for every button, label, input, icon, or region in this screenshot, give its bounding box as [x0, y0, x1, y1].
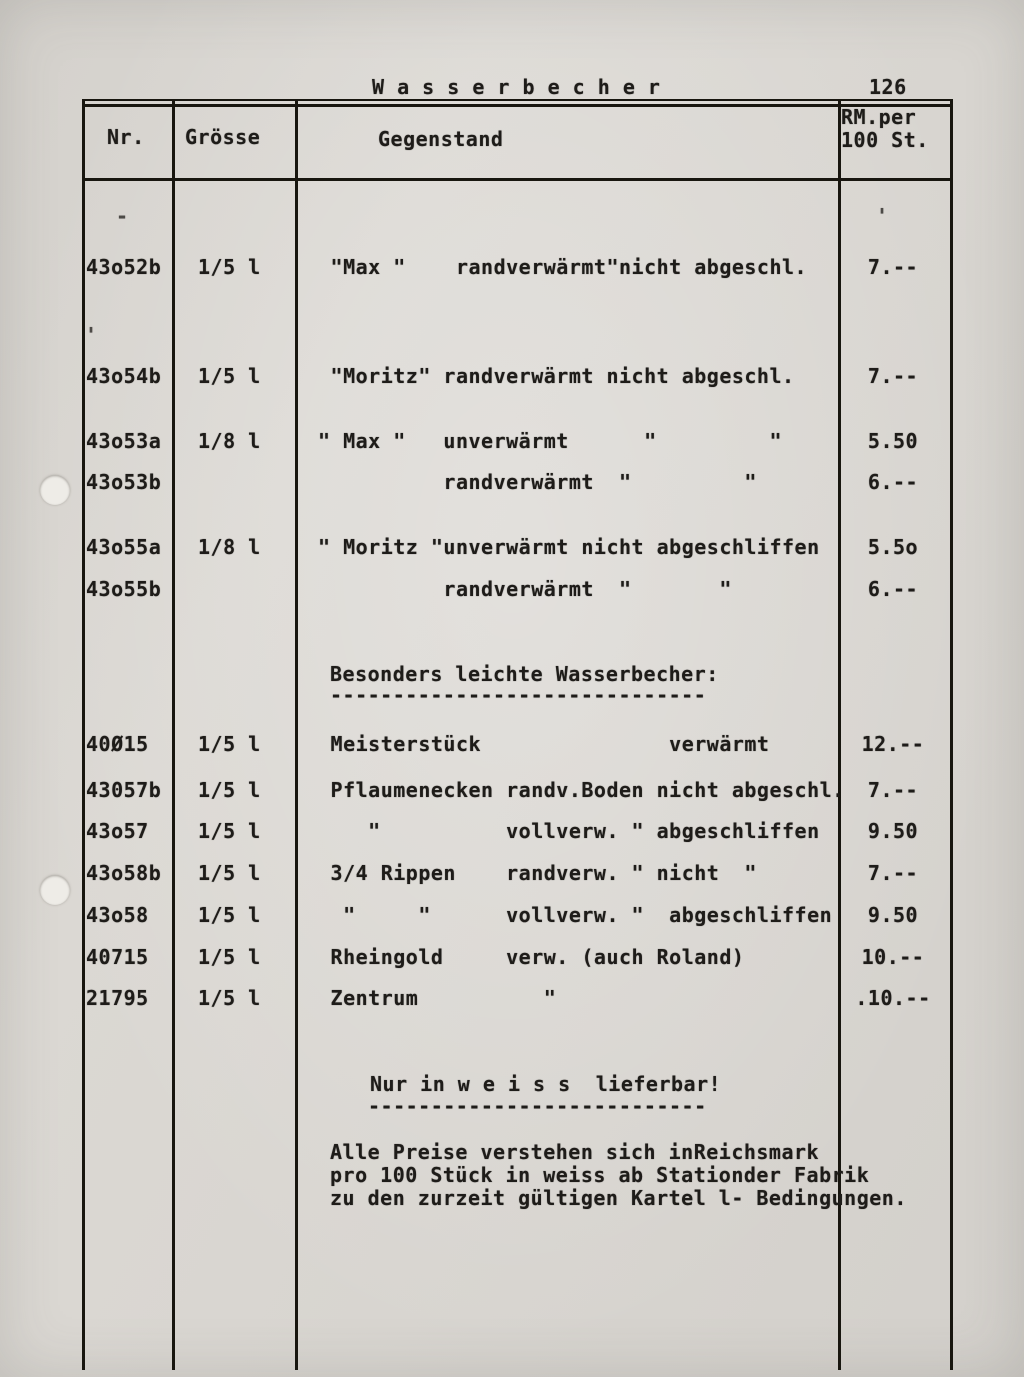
stray-mark-dash: -: [116, 204, 129, 228]
table-row: [0, 256, 1024, 282]
row-nr: 43o58: [86, 903, 149, 927]
table-row: [0, 536, 1024, 562]
table-row: [0, 578, 1024, 604]
row-gegenstand: randverwärmt " ": [318, 577, 732, 601]
row-preis: 7.--: [867, 861, 919, 885]
row-groesse: 1/5 l: [198, 861, 261, 885]
header-price-line1: RM.per: [841, 105, 917, 129]
row-groesse: 1/5 l: [198, 364, 261, 388]
row-groesse: 1/8 l: [198, 535, 261, 559]
footer-line-1: Alle Preise verstehen sich inReichsmark: [330, 1140, 820, 1164]
row-preis: 6.--: [867, 470, 919, 494]
table-row: [0, 904, 1024, 930]
row-gegenstand: " " vollverw. " abgeschliffen: [318, 903, 833, 927]
table-row: [0, 862, 1024, 888]
row-preis: 7.--: [867, 255, 919, 279]
row-groesse: 1/5 l: [198, 732, 261, 756]
table-header-separator: [82, 178, 953, 181]
stray-mark-apostrophe: ': [85, 323, 98, 347]
row-groesse: 1/5 l: [198, 255, 261, 279]
header-nr: Nr.: [107, 125, 145, 149]
page-number: 126: [869, 75, 907, 99]
row-gegenstand: " vollverw. " abgeschliffen: [318, 819, 820, 843]
row-preis: 10.--: [861, 945, 925, 969]
row-gegenstand: 3/4 Rippen randverw. " nicht ": [318, 861, 757, 885]
table-row: [0, 365, 1024, 391]
row-gegenstand: Zentrum ": [318, 986, 557, 1010]
row-nr: 21795: [86, 986, 149, 1010]
header-groesse: Grösse: [185, 125, 261, 149]
punch-hole-top: [40, 475, 70, 505]
row-gegenstand: " Max " unverwärmt " ": [318, 429, 783, 453]
row-nr: 43o57: [86, 819, 149, 843]
row-nr: 43o55b: [86, 577, 162, 601]
row-gegenstand: Meisterstück verwärmt: [318, 732, 770, 756]
footer-line-2: pro 100 Stück in weiss ab Stationder Fabrik: [330, 1163, 870, 1187]
row-groesse: 1/8 l: [198, 429, 261, 453]
row-nr: 43057b: [86, 778, 162, 802]
footer-line-3: zu den zurzeit gültigen Kartel l- Bedingungen.: [330, 1186, 907, 1210]
header-price-line2: 100 St.: [841, 128, 929, 152]
row-groesse: 1/5 l: [198, 986, 261, 1010]
row-preis: 7.--: [867, 364, 919, 388]
table-row: [0, 820, 1024, 846]
header-gegenstand: Gegenstand: [378, 127, 504, 151]
page-title: W a s s e r b e c h e r: [372, 75, 661, 99]
table-top-border-outer: [82, 99, 953, 101]
row-preis: .10.--: [855, 986, 931, 1010]
row-preis: 12.--: [861, 732, 925, 756]
table-row: [0, 471, 1024, 497]
row-gegenstand: "Max " randverwärmt"nicht abgeschl.: [318, 255, 808, 279]
row-preis: 6.--: [867, 577, 919, 601]
row-gegenstand: "Moritz" randverwärmt nicht abgeschl.: [318, 364, 795, 388]
table-row: [0, 733, 1024, 759]
table-row: [0, 779, 1024, 805]
row-groesse: 1/5 l: [198, 778, 261, 802]
row-nr: 43o54b: [86, 364, 162, 388]
table-row: [0, 430, 1024, 456]
row-nr: 40Ø15: [86, 732, 149, 756]
row-nr: 43o52b: [86, 255, 162, 279]
row-gegenstand: Pflaumenecken randv.Boden nicht abgeschl.: [318, 778, 845, 802]
row-preis: 9.50: [867, 819, 919, 843]
row-preis: 5.50: [867, 429, 919, 453]
row-gegenstand: " Moritz "unverwärmt nicht abgeschliffen: [318, 535, 820, 559]
row-gegenstand: Rheingold verw. (auch Roland): [318, 945, 745, 969]
row-nr: 43o53b: [86, 470, 162, 494]
row-nr: 40715: [86, 945, 149, 969]
row-gegenstand: randverwärmt " ": [318, 470, 757, 494]
row-groesse: 1/5 l: [198, 819, 261, 843]
row-groesse: 1/5 l: [198, 903, 261, 927]
row-nr: 43o58b: [86, 861, 162, 885]
row-nr: 43o53a: [86, 429, 162, 453]
table-top-border-inner: [82, 104, 953, 107]
row-nr: 43o55a: [86, 535, 162, 559]
row-groesse: 1/5 l: [198, 945, 261, 969]
row-preis: 7.--: [867, 778, 919, 802]
stray-mark-apostrophe-price: ': [876, 204, 889, 228]
note-white-only: Nur in w e i s s lieferbar!: [370, 1072, 722, 1096]
table-row: [0, 946, 1024, 972]
table-row: [0, 987, 1024, 1013]
row-preis: 9.50: [867, 903, 919, 927]
row-preis: 5.5o: [867, 535, 919, 559]
section-heading-underline: ------------------------------: [330, 683, 707, 707]
note-white-only-underline: ---------------------------: [368, 1094, 707, 1118]
section-heading-light-cups: Besonders leichte Wasserbecher:: [330, 662, 719, 686]
punch-hole-bottom: [40, 875, 70, 905]
